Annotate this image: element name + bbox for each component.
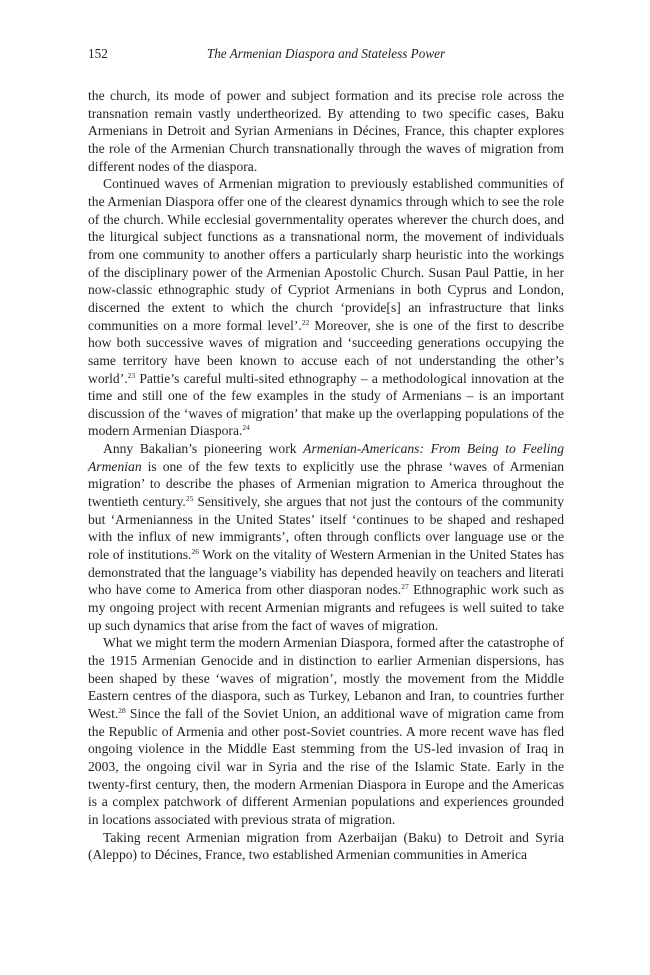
page-number: 152 [88,46,108,61]
running-head [88,44,564,64]
text-run: Taking recent Armenian migration from Azerbaijan (Baku) to Detroit and Syria (Aleppo) to Décines, France, two established Armenian communities in America [88,829,564,863]
text-run: is one of the few texts to explicitly use the phrase ‘waves of Armenian migration’ to describe the phases of Armenian migration to America throughout the twentieth century. [88,458,564,510]
text-run: Anny Bakalian’s pioneering work [103,441,304,457]
body-text [88,87,564,864]
text-run: Pattie’s careful multi-sited ethnography – a methodological innovation at the time and still one of the few examples in the study of Armenians – is an important discussion of the ‘waves of migration’ that make up the overlapping populations of the modern Armenian Diaspora. [88,370,564,439]
footnote-marker: 25 [185,494,194,504]
footnote-marker: 26 [191,547,199,557]
text-run: Continued waves of Armenian migration to previously established communities of the Armenian Diaspora offer one of the clearest dynamics through which to see the role of the church. While ecclesial governmentality operates wherever the church does, and the liturgical subject functions as a transnational norm, the movement of individuals from one community to another offers a particularly sharp heuristic into the workings of the disciplinary power of the Armenian Apostolic Church. Susan Paul Pattie, in her now-classic ethnographic study of Cypriot Armenians in both Cyprus and London, discerned the extent to which the church ‘provide[s] an infrastructure that links communities on a more formal level’. [88,176,564,333]
text-run: Since the fall of the Soviet Union, an additional wave of migration came from the Republic of Armenia and other post-Soviet countries. A more recent wave has fled ongoing violence in the Middle East stemming from the US-led invasion of Iraq in 2003, the ongoing civil war in Syria and the rise of the Islamic State. Early in the twenty-first century, then, the modern Armenian Diaspora in Europe and the Americas is a complex patchwork of different Armenian populations and experiences grounded in locations associated with previous strata of migration. [88,705,564,827]
paragraph [88,175,564,440]
text-run: Moreover, she is one of the first to describe how both successive waves of migration and ‘succeeding generations occupying the same territory have been known to accuse each of not understanding the other’s world’. [88,317,564,386]
running-title: The Armenian Diaspora and Stateless Power [206,46,446,61]
paragraph [88,87,564,175]
paragraph [88,634,564,828]
footnote-marker: 28 [118,705,126,715]
paragraph [88,440,564,634]
footnote-marker: 24 [242,423,250,433]
book-title: Armenian-Americans: From Being to Feeling Armenian [88,441,564,474]
text-run: What we might term the modern Armenian Diaspora, formed after the catastrophe of the 1915 Armenian Genocide and in distinction to earlier Armenian dispersions, has been shaped by these ‘waves of migration’, mostly the movement from the Middle Eastern centres of the diaspora, such as Turkey, Lebanon and Iran, to countries further West. [88,635,564,721]
text-run: Ethnographic work such as my ongoing project with recent Armenian migrants and refugees is well suited to take up such dynamics that arise from the fact of waves of migration. [88,582,564,633]
text-run: Work on the vitality of Western Armenian in the United States has demonstrated that the language’s viability has depended heavily on teachers and literati who have come to America from other diasporan nodes. [88,547,564,598]
footnote-marker: 27 [401,582,409,592]
footnote-marker: 22 [301,317,310,327]
text-run: the church, its mode of power and subject formation and its precise role across the transnation remain vastly undertheorized. By attending to two specific cases, Baku Armenians in Detroit and Syrian Armenians in Décines, France, this chapter explores the role of the Armenian Church transnationally through the waves of migration from different nodes of the diaspora. [88,88,564,174]
text-run: Sensitively, she argues that not just the contours of the community but ‘Armenianness in the United States’ itself ‘continues to be shaped and reshaped with the influx of new immigrants’, often through conflicts over language use or the role of institutions. [88,494,564,563]
footnote-marker: 23 [127,370,136,380]
paragraph [88,829,564,864]
